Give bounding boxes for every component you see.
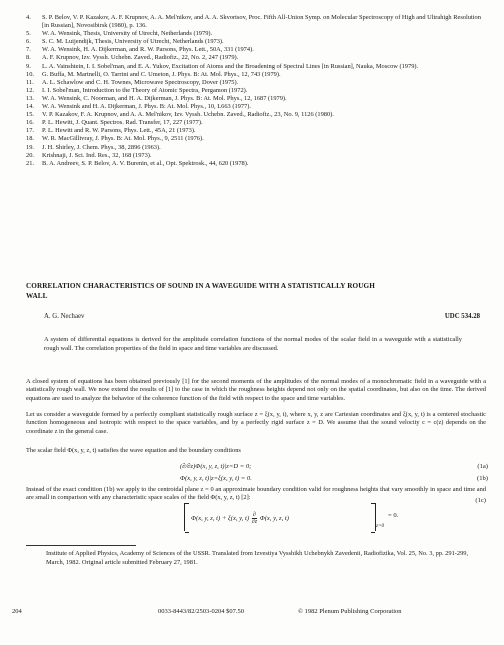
reference-item: [26, 152, 488, 160]
equation-1b-body: Φ(x, y, z, t)|z=ξ(x, y, t) = 0.: [180, 475, 252, 482]
reference-number: 19.: [26, 143, 34, 151]
equation-1c-number: (1c): [475, 497, 486, 504]
body-paragraph-wave-equation: The scalar field Φ(x, y, z, t) satisfies the wave equation and the boundary conditions: [26, 447, 241, 454]
reference-item: [26, 38, 488, 46]
equation-1c-bracket: [184, 503, 376, 531]
equation-1a: [180, 463, 488, 470]
reference-text: A. F. Krupnov, Izv. Vyssh. Uchebn. Zaved., Radiofiz., 22, No. 2, 247 (1979).: [42, 54, 239, 62]
equation-1b-number: (1b): [477, 475, 488, 482]
reference-text: S. C. M. Luijendijk, Thesis, University of Utrecht, Netherlands (1973).: [42, 38, 224, 46]
reference-number: 11.: [26, 78, 34, 86]
reference-text: S. P. Belov, V. P. Kazakov, A. F. Krupnov, A. A. Mel'nikov, and A. A. Skvortsov, Proc. Fifth All-Union Symp. on Molecular Spectroscopy of High and Ultrahigh Resolution [in Russian], Novosibirsk (1980), p. 136.: [42, 14, 481, 30]
reference-item: [26, 30, 488, 38]
reference-number: 13.: [26, 94, 34, 102]
abstract: A system of differential equations is derived for the amplitude correlation functions of the normal modes of the scalar field in a waveguide with a statistically rough wall. The correlation properties of the field in space and time variables are discussed.: [44, 336, 462, 352]
reference-item: [26, 54, 488, 62]
reference-item: [26, 63, 488, 71]
fraction-numerator: ∂: [252, 512, 256, 518]
reference-item: [26, 46, 488, 54]
reference-number: 20.: [26, 151, 34, 159]
article-author: A. G. Nechaev: [44, 313, 85, 320]
fraction-denominator: ∂z: [251, 519, 258, 525]
reference-text: P. L. Hewitt and R. W. Parsons, Phys. Lett., 45A, 21 (1973).: [42, 127, 196, 135]
reference-item: [26, 144, 488, 152]
equation-1c-right: Φ(x, y, z, t): [259, 515, 289, 523]
reference-item: [26, 160, 488, 168]
reference-text: I. I. Sobel'man, Introduction to the Theory of Atomic Spectra, Pergamon (1972).: [42, 86, 248, 94]
reference-number: 7.: [26, 46, 31, 54]
reference-text: W. R. MacGillivray, J. Phys. B: At. Mol. Phys., 9, 2511 (1976).: [42, 135, 204, 143]
reference-number: 9.: [26, 62, 31, 70]
equation-1c-subscript: z=0: [376, 523, 385, 529]
reference-text: W. A. Wensink, Thesis, University of Utrecht, Netherlands (1979).: [42, 30, 213, 38]
reference-item: [26, 79, 488, 87]
reference-item: [26, 103, 488, 111]
equation-1b: [180, 475, 488, 482]
reference-number: 5.: [26, 30, 31, 38]
copyright-notice: © 1982 Plenum Publishing Corporation: [298, 608, 402, 615]
reference-item: [26, 87, 488, 95]
reference-item: [26, 95, 488, 103]
reference-text: V. P. Kazakov, F. A. Krupnov, and A. A. Mel'nikov, Izv. Vyssh. Uchebn. Zaved., Radiofiz., 23, No. 9, 1126 (1980).: [42, 111, 334, 119]
equation-1c-left: Φ(x, y, z, t) + ξ(x, y, t): [191, 515, 250, 523]
reference-text: J. H. Shirley, J. Chem. Phys., 38, 2896 (1963).: [42, 143, 161, 151]
journal-code: 0033-8443/82/2503-0204 $07.50: [158, 608, 244, 615]
udc-code: UDC 534.28: [444, 313, 480, 320]
body-paragraph-intro: A closed system of equations has been obtained previously [1] for the second moments of the amplitudes of the normal modes of a monochromatic field in a waveguide with a statistically rough wall. We now extend the results of [1] to the case in which the roughness heights depend not only on the spatial coordinates, but also on the time. The derived equations are used to analyze the behavior of the coherence function of the field with respect to the space and time variables.: [26, 378, 486, 402]
reference-number: 17.: [26, 127, 34, 135]
article-title: CORRELATION CHARACTERISTICS OF SOUND IN A WAVEGUIDE WITH A STATISTICALLY ROUGH WALL: [26, 282, 375, 300]
reference-text: W. A. Wensink, C. Noorman, and H. A. Dijkerman, J. Phys. B: At. Mol. Phys., 12, 1687 (1979).: [42, 94, 287, 102]
reference-number: 21.: [26, 159, 34, 167]
reference-text: G. Buffa, M. Martnelli, O. Tarrini and C. Umeton, J. Phys. B: At. Mol. Phys., 12, 743 (1979).: [42, 70, 281, 78]
equation-1a-body: (∂/∂z)Φ(x, y, z, t)|z=D = 0;: [180, 463, 252, 470]
reference-number: 18.: [26, 135, 34, 143]
footnote-divider: [26, 545, 136, 546]
reference-number: 10.: [26, 70, 34, 78]
equation-1c-equals: = 0.: [388, 512, 399, 519]
derivative-fraction: [252, 512, 257, 525]
reference-number: 8.: [26, 54, 31, 62]
footnote: Institute of Applied Physics, Academy of Sciences of the USSR. Translated from Izvestiya Vysshikh Uchebnykh Zavedenii, Radiofizika, Vol. 25, No. 3, pp. 291-299, March, 1982. Original article submitted February 27, 1981.: [46, 550, 469, 566]
reference-number: 16.: [26, 119, 34, 127]
reference-text: A. L. Schawlow and C. H. Townes, Microwave Spectroscopy, Dover (1975).: [42, 78, 239, 86]
reference-item: [26, 71, 488, 79]
body-paragraph-waveguide: Let us consider a waveguide formed by a perfectly compliant statistically rough surface z = ξ(x, y, t), where x, y, z are Cartesian coordinates and ξ(x, y, t) is a centered stochastic function homogeneous and isotropic with respect to the space variables, and by a perfectly rigid surface z = D. We assume that the sound velocity c = c(z) depends on the coordinate z in the general case.: [26, 411, 486, 435]
reference-text: W. A. Wensink, H. A. Dijkerman, and R. W. Parsons, Phys. Lett., 50A, 331 (1974).: [42, 46, 254, 54]
reference-item: [26, 14, 488, 30]
reference-text: W. A. Wensink and H. A. Dijkerman, J. Phys. B: At. Mol. Phys., 10, L663 (1977).: [42, 103, 251, 111]
reference-text: Krishnaji, J. Sci. Ind. Res., 32, 168 (1973).: [42, 151, 152, 159]
page-number: 204: [12, 608, 22, 615]
body-paragraph-boundary: Instead of the exact condition (1b) we apply to the centroidal plane z = 0 an approximate boundary condition valid for roughness heights that vary smoothly in space and time and are small in comparison with any characteristic space scales of the field Φ(x, y, z, t) [2]:: [26, 486, 486, 502]
reference-list: [26, 14, 488, 168]
reference-item: [26, 135, 488, 143]
equation-1c-body: [191, 512, 371, 525]
reference-item: [26, 127, 488, 135]
reference-item: [26, 111, 488, 119]
reference-number: 15.: [26, 111, 34, 119]
reference-number: 14.: [26, 103, 34, 111]
reference-text: B. A. Andreev, S. P. Belov, A. V. Burenin, et al., Opt. Spektrosk., 44, 620 (1978).: [42, 159, 249, 167]
reference-text: L. A. Vainshtein, I. I. Sobel'man, and E. A. Yukov, Excitation of Atoms and the Broadening of Spectral Lines [in Russian], Nauka, Moscow (1979).: [42, 62, 419, 70]
equation-1a-number: (1a): [477, 463, 488, 470]
reference-number: 6.: [26, 38, 31, 46]
reference-number: 4.: [26, 14, 31, 21]
reference-text: P. L. Hewitt, J. Quant. Spectros. Rad. Transfer, 17, 227 (1977).: [42, 119, 203, 127]
reference-item: [26, 119, 488, 127]
reference-number: 12.: [26, 86, 34, 94]
